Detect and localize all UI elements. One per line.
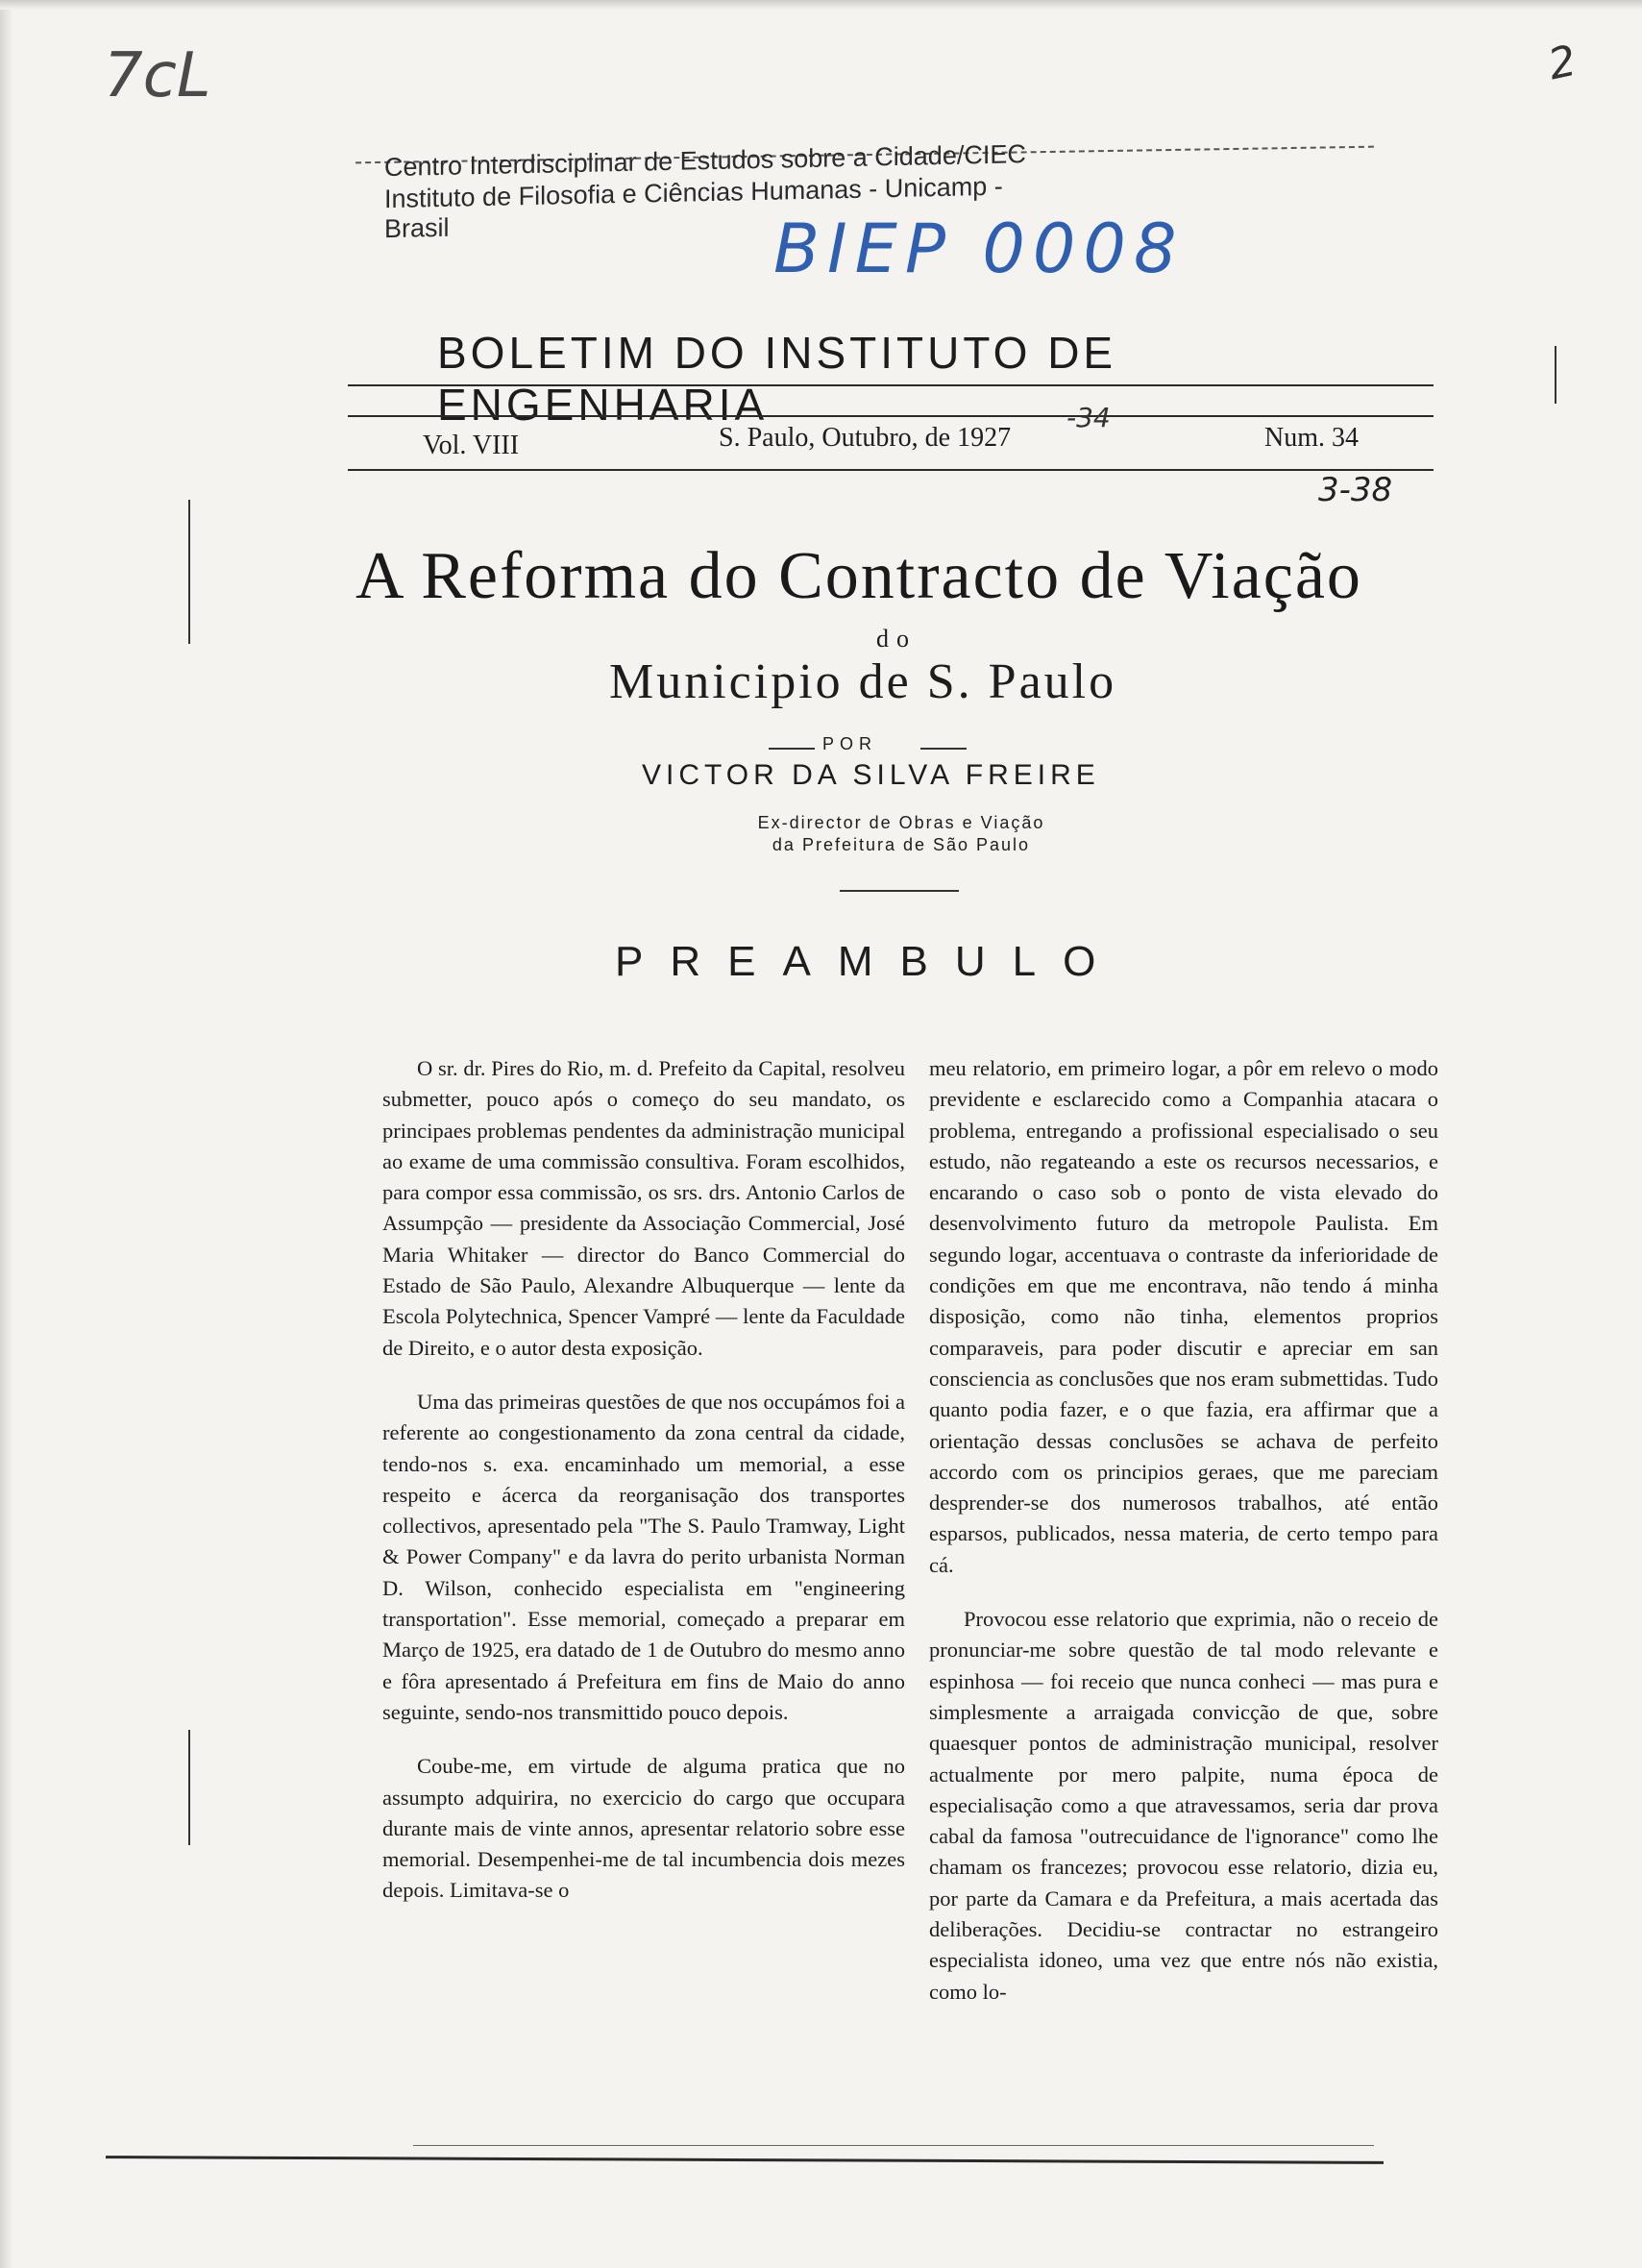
author-affiliation-line2: da Prefeitura de São Paulo: [772, 835, 1031, 854]
handwritten-corner-mark: 7cL: [104, 40, 211, 111]
scan-edge-top: [0, 0, 1642, 10]
journal-date: S. Paulo, Outubro, de 1927: [719, 423, 1012, 453]
body-paragraph: Coube-me, em virtude de alguma pratica que no assumpto adquirira, no exercicio do cargo que occupara durante mais de vinte annos, apresentar relatorio sobre esse memorial. Desempenhei-me de tal incumbencia dois mezes depois. Limitava-se o: [382, 1754, 905, 1903]
archive-stamp-line1: Centro Interdisciplinar de Estudos sobre a Cidade/CIEC: [384, 139, 1026, 183]
footer-rule: [106, 2156, 1384, 2164]
header-rule-bottom: [348, 469, 1434, 471]
article-subtitle: Municipio de S. Paulo: [609, 654, 1117, 709]
author-affiliation-line1: Ex-director de Obras e Viação: [757, 813, 1045, 832]
handwritten-corner-right-mark: 2: [1544, 36, 1581, 90]
handwritten-page-ref: 3-38: [1318, 471, 1393, 509]
article-title: A Reforma do Contracto de Viação: [355, 539, 1362, 613]
body-paragraph: meu relatorio, em primeiro logar, a pôr em relevo o modo previdente e esclarecido como a Companhia atacara o problema, entregando a profissional especialisado o seu estudo, não regateando a este os recursos necessarios, e encarando o caso sob o ponto de vista elevado do desenvolvimento futuro da metropole Paulista. Em segundo logar, accentuava o contraste da inferioridade de condições em que me encontrava, não tendo á minha disposição, como não tinha, elementos proprios comparaveis, para poder discutir e apreciar em san consciencia as conclusões que nos eram submettidas. Tudo quanto podia fazer, e o que fazia, era affirmar que a orientação dessas conclusões se achava de perfeito accordo com os principios geraes, que me pareciam desprender-se dos numerosos trabalhos, até então esparsos, publicados, nessa materia, de certo tempo para cá.: [929, 1056, 1438, 1577]
margin-mark: [188, 500, 190, 644]
byline-dash-left: [769, 748, 815, 750]
margin-mark: [1555, 346, 1556, 404]
footer-rule-thin: [413, 2145, 1374, 2146]
archive-stamp-line2: Instituto de Filosofia e Ciências Humanas - Unicamp - Brasil: [384, 171, 1003, 244]
handwritten-catalog-code: BIEP 0008: [773, 210, 1185, 288]
byline-dash-right: [920, 748, 967, 750]
scan-edge-left: [0, 0, 13, 2268]
header-rule-middle: [348, 415, 1434, 417]
header-rule-top: [348, 384, 1434, 386]
section-heading: PREAMBULO: [615, 938, 1123, 985]
margin-mark: [188, 1730, 190, 1845]
body-column-left: [382, 1053, 905, 1930]
journal-volume: Vol. VIII: [423, 431, 520, 460]
journal-title: BOLETIM DO INSTITUTO DE ENGENHARIA: [437, 328, 1117, 430]
affiliation-rule: [840, 890, 959, 892]
article-title-connector: do: [876, 625, 917, 653]
byline-por: POR: [822, 734, 878, 753]
journal-number: Num. 34: [1264, 423, 1359, 453]
author-affiliation: [728, 812, 1074, 856]
body-paragraph: Provocou esse relatorio que exprimia, não o receio de pronunciar-me sobre questão de tal modo relevante e espinhosa — foi receio que nunca conheci — mas pura e simplesmente a arraigada convicção de que, sobre quaesquer pontos de administração municipal, resolver actualmente por mero palpite, numa época de especialisação como a que atravessamos, seria dar prova cabal da famosa "outrecuidance de l'ignorance" como lhe chamam os francezes; provocou esse relatorio, dizia eu, por parte da Camara e da Prefeitura, a mais acertada das deliberações. Decidiu-se contractar no estrangeiro especialista idoneo, uma vez que entre nós não existia, como lo-: [929, 1607, 1438, 2004]
body-paragraph: O sr. dr. Pires do Rio, m. d. Prefeito da Capital, resolveu submetter, pouco após o começo do seu mandato, os principaes problemas pendentes da administração municipal ao exame de uma commissão consultiva. Foram escolhidos, para compor essa commissão, os srs. drs. Antonio Carlos de Assumpção — presidente da Associação Commercial, José Maria Whitaker — director do Banco Commercial do Estado de São Paulo, Alexandre Albuquerque — lente da Escola Polytechnica, Spencer Vampré — lente da Faculdade de Direito, e o autor desta exposição.: [382, 1056, 905, 1360]
body-column-right: [929, 1053, 1438, 2031]
handwritten-year-suffix: -34: [1066, 402, 1111, 433]
body-paragraph: Uma das primeiras questões de que nos occupámos foi a referente ao congestionamento da zona central da cidade, tendo-nos s. exa. encaminhado um memorial, a esse respeito e ácerca da reorganisação dos transportes collectivos, apresentado pela "The S. Paulo Tramway, Light & Power Company" e da lavra do perito urbanista Norman D. Wilson, conhecido especialista em "engineering transportation". Esse memorial, começado a preparar em Março de 1925, era datado de 1 de Outubro do mesmo anno e fôra apresentado á Prefeitura em fins de Maio do anno seguinte, sendo-nos transmittido pouco depois.: [382, 1389, 905, 1724]
author-name: VICTOR DA SILVA FREIRE: [642, 759, 1100, 791]
